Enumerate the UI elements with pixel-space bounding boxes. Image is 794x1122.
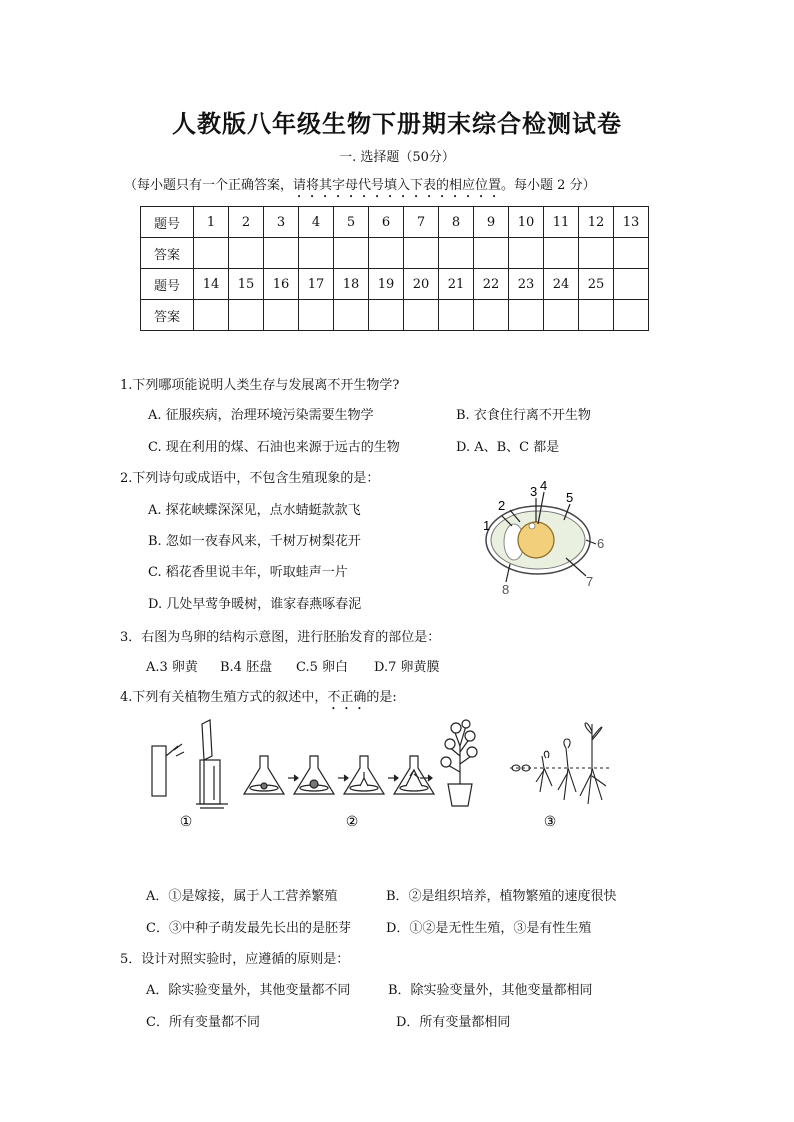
bird-egg-diagram [478,478,608,598]
question-1-option-c: C. 现在利用的煤、石油也来源于远古的生物 [148,440,400,455]
question-5-option-d: D．所有变量都相同 [396,1015,511,1030]
instructions-before: （每小题只有一个正确答案， [124,178,294,193]
egg-label-4: 4 [540,478,548,493]
answer-cell[interactable] [229,300,264,331]
answer-cell[interactable] [509,238,544,269]
table-cell: 19 [369,269,404,300]
question-4-stem [120,686,397,713]
question-3-option-c: C.5 卵白 [296,660,349,675]
table-header-cell: 题号 [141,207,194,238]
answer-cell[interactable] [299,300,334,331]
question-1-option-b: B. 衣食住行离不开生物 [456,408,591,423]
question-5-option-c: C．所有变量都不同 [146,1015,260,1030]
table-cell: 6 [369,207,404,238]
germinal-disc [529,523,535,529]
table-cell: 23 [509,269,544,300]
table-cell: 3 [264,207,299,238]
question-3-stem: 3．右图为鸟卵的结构示意图，进行胚胎发育的部位是： [120,630,441,645]
question-2-option-c: C. 稻花香里说丰年，听取蛙声一片 [148,565,348,580]
question-4-stem-after: 的是: [366,690,397,705]
table-cell: 4 [299,207,334,238]
table-cell [614,269,649,300]
table-row [141,269,649,300]
table-cell: 16 [264,269,299,300]
answer-cell[interactable] [334,238,369,269]
table-cell: 11 [544,207,579,238]
table-answer-label: 答案 [141,238,194,269]
answer-cell[interactable] [544,300,579,331]
plant-reproduction-figure [140,716,620,836]
question-1-option-a: A. 征服疾病，治理环境污染需要生物学 [148,408,374,423]
table-cell: 1 [194,207,229,238]
table-cell: 9 [474,207,509,238]
question-2-stem: 2.下列诗句或成语中，不包含生殖现象的是： [120,471,380,486]
question-3-option-a: A.3 卵黄 [146,660,198,675]
table-cell: 20 [404,269,439,300]
question-5-option-a: A．除实验变量外，其他变量都不同 [146,983,351,998]
table-cell: 24 [544,269,579,300]
table-cell: 8 [439,207,474,238]
answer-cell[interactable] [544,238,579,269]
answer-cell[interactable] [264,300,299,331]
answer-cell[interactable] [264,238,299,269]
question-1-option-d: D. A、B、C 都是 [456,440,560,455]
table-row [141,207,649,238]
table-cell: 2 [229,207,264,238]
question-4-option-b: B．②是组织培养，植物繁殖的速度很快 [386,889,617,904]
table-cell: 17 [299,269,334,300]
question-4-option-c: C．③中种子萌发最先长出的是胚芽 [146,921,351,936]
question-2-option-b: B. 忽如一夜春风来，千树万树梨花开 [148,534,361,549]
instructions-after: 。每小题 2 分） [501,178,596,193]
answer-cell[interactable] [334,300,369,331]
question-4-option-a: A．①是嫁接，属于人工营养繁殖 [146,889,338,904]
answer-cell[interactable] [369,300,404,331]
figure-label-1: ① [179,813,193,829]
table-cell: 25 [579,269,614,300]
table-answer-label: 答案 [141,300,194,331]
table-cell: 12 [579,207,614,238]
egg-label-2: 2 [498,498,506,513]
egg-yolk [518,522,554,558]
table-cell: 21 [439,269,474,300]
table-cell: 13 [614,207,649,238]
answer-cell[interactable] [194,300,229,331]
egg-label-1: 1 [483,518,491,533]
instructions-emphasis: 请将其字母代号填入下表的相应位置 [293,178,502,193]
question-5-option-b: B．除实验变量外，其他变量都相同 [388,983,593,998]
answer-cell[interactable] [439,300,474,331]
question-4-stem-emphasis: 不正确 [327,690,367,705]
answer-cell[interactable] [614,238,649,269]
answer-cell[interactable] [404,300,439,331]
table-cell: 14 [194,269,229,300]
table-cell: 5 [334,207,369,238]
answer-cell[interactable] [194,238,229,269]
table-header-cell: 题号 [141,269,194,300]
answer-cell[interactable] [579,238,614,269]
answer-cell[interactable] [404,238,439,269]
table-row [141,300,649,331]
section-heading: 一. 选择题（50分） [339,150,455,165]
answer-cell[interactable] [229,238,264,269]
table-row [141,238,649,269]
table-cell: 15 [229,269,264,300]
table-cell: 18 [334,269,369,300]
egg-label-7: 7 [586,574,594,589]
question-2-option-d: D. 几处早莺争暖树，谁家春燕啄春泥 [148,597,362,612]
answer-cell[interactable] [369,238,404,269]
answer-cell[interactable] [299,238,334,269]
egg-label-8: 8 [502,582,510,597]
seed-germination-illustration [510,723,610,804]
figure-label-2: ② [345,813,359,829]
question-4-option-d: D．①②是无性生殖，③是有性生殖 [386,921,592,936]
answer-cell[interactable] [474,300,509,331]
table-cell: 7 [404,207,439,238]
table-cell: 10 [509,207,544,238]
instructions [124,174,596,201]
question-1-stem: 1.下列哪项能说明人类生存与发展离不开生物学? [120,378,400,393]
figure-label-3: ③ [543,813,557,829]
answer-table [140,206,649,331]
table-cell: 22 [474,269,509,300]
answer-cell[interactable] [439,238,474,269]
question-3-option-d: D.7 卵黄膜 [374,660,440,675]
tissue-culture-illustration [244,720,477,806]
grafting-illustration [152,720,228,808]
question-3-option-b: B.4 胚盘 [220,660,273,675]
answer-cell[interactable] [614,300,649,331]
page-title: 人教版八年级生物下册期末综合检测试卷 [172,109,622,138]
egg-label-5: 5 [566,490,574,505]
answer-cell[interactable] [474,238,509,269]
answer-cell[interactable] [579,300,614,331]
egg-label-6: 6 [597,536,605,551]
question-5-stem: 5．设计对照实验时，应遵循的原则是： [120,952,350,967]
question-4-stem-before: 4.下列有关植物生殖方式的叙述中， [120,690,328,705]
question-2-option-a: A. 探花峡蝶深深见，点水蜻蜓款款飞 [148,503,361,518]
egg-label-3: 3 [530,484,538,499]
answer-cell[interactable] [509,300,544,331]
